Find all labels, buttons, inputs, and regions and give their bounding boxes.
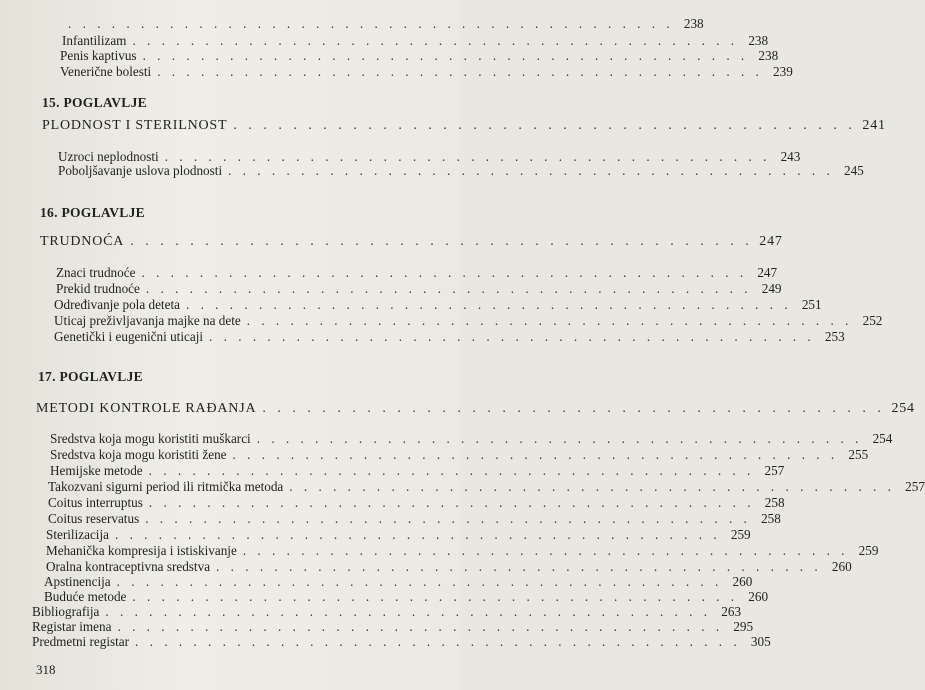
- chapter-title-entry: [36, 401, 915, 416]
- toc-entry-label: Penis kaptivus: [60, 48, 137, 63]
- toc-entry-label: Takozvani sigurni period ili ritmička metoda: [48, 479, 284, 494]
- chapter-title-page: 254: [891, 401, 915, 416]
- toc-entry-page: 257: [905, 479, 925, 494]
- toc-entry-page: 295: [733, 619, 754, 634]
- toc-entry-label: Znaci trudnoće: [56, 265, 136, 280]
- toc-leader-dots: . . . . . . . . . . . . . . . . . . . . . . . . . . . . . . . . . . . . . . . . . .: [216, 559, 822, 574]
- toc-leader-dots: . . . . . . . . . . . . . . . . . . . . . . . . . . . . . . . . . . . . . . . . . .: [117, 619, 724, 634]
- toc-entry-page: 260: [732, 574, 753, 589]
- toc-entry-label: Oralna kontraceptivna sredstva: [46, 559, 211, 574]
- toc-entry-page: 258: [761, 511, 781, 526]
- toc-leader-dots: . . . . . . . . . . . . . . . . . . . . . . . . . . . . . . . . . . . . . . . . . .: [105, 604, 712, 619]
- chapter-heading: 16. POGLAVLJE: [40, 205, 145, 220]
- toc-entry-label: Coitus reservatus: [48, 511, 140, 526]
- toc-leader-dots: . . . . . . . . . . . . . . . . . . . . . . . . . . . . . . . . . . . . . . . . . .: [145, 281, 752, 296]
- toc-leader-dots: . . . . . . . . . . . . . . . . . . . . . . . . . . . . . . . . . . . . . . . . . .: [132, 589, 739, 604]
- toc-entry-label: Bibliografija: [32, 604, 100, 619]
- toc-entry-page: 259: [730, 527, 751, 542]
- toc-entry: [50, 463, 785, 478]
- toc-entry-page: 243: [780, 149, 801, 164]
- toc-entry-page: 238: [683, 16, 704, 31]
- toc-entry-label: Genetički i eugenični uticaji: [54, 329, 204, 344]
- toc-entry-page: 305: [750, 634, 771, 649]
- toc-entry-label: Mehanička kompresija i istiskivanje: [46, 543, 237, 558]
- toc-entry: [54, 297, 822, 312]
- toc-leader-dots: . . . . . . . . . . . . . . . . . . . . . . . . . . . . . . . . . . . . . . . . . .: [68, 16, 674, 31]
- toc-leader-dots: . . . . . . . . . . . . . . . . . . . . . . . . . . . . . . . . . . . . . . . . . .: [256, 431, 863, 446]
- toc-leader-dots: . . . . . . . . . . . . . . . . . . . . . . . . . . . . . . . . . . . . . . . . . .: [145, 511, 751, 526]
- toc-entry-page: 259: [858, 543, 879, 558]
- toc-entry-back-matter: [32, 634, 771, 649]
- toc-leader-dots: . . . . . . . . . . . . . . . . . . . . . . . . . . . . . . . . . . . . . . . . . .: [262, 401, 885, 416]
- toc-leader-dots: . . . . . . . . . . . . . . . . . . . . . . . . . . . . . . . . . . . . . . . . . .: [130, 234, 753, 249]
- toc-entry-page: 260: [748, 589, 769, 604]
- toc-entry-label: Uticaj preživljavanja majke na dete: [54, 313, 241, 328]
- toc-entry-back-matter: [32, 619, 754, 634]
- toc-entry-back-matter: [32, 604, 742, 619]
- toc-leader-dots: . . . . . . . . . . . . . . . . . . . . . . . . . . . . . . . . . . . . . . . . . .: [185, 297, 792, 312]
- chapter-title-page: 241: [862, 118, 886, 133]
- toc-entry-label: Venerične bolesti: [60, 64, 152, 79]
- toc-leader-dots: . . . . . . . . . . . . . . . . . . . . . . . . . . . . . . . . . . . . . . . . . .: [228, 163, 834, 178]
- toc-entry: [46, 543, 879, 558]
- toc-entry: [50, 431, 893, 446]
- toc-entry-page: 257: [764, 463, 785, 478]
- toc-entry-label: Sterilizacija: [46, 527, 109, 542]
- toc-entry-label: Buduće metode: [44, 589, 127, 604]
- toc-leader-dots: . . . . . . . . . . . . . . . . . . . . . . . . . . . . . . . . . . . . . . . . . .: [246, 313, 853, 328]
- toc-leader-dots: . . . . . . . . . . . . . . . . . . . . . . . . . . . . . . . . . . . . . . . . . .: [116, 574, 723, 589]
- toc-entry-label: Prekid trudnoće: [56, 281, 140, 296]
- toc-leader-dots: . . . . . . . . . . . . . . . . . . . . . . . . . . . . . . . . . . . . . . . . . .: [148, 463, 755, 478]
- toc-entry-page: 247: [757, 265, 778, 280]
- chapter-title-entry: [40, 234, 783, 249]
- toc-entry-label: Predmetni registar: [32, 634, 130, 649]
- chapter-title-page: 247: [759, 234, 783, 249]
- toc-entry-page: 255: [848, 447, 869, 462]
- chapter-title: TRUDNOĆA: [40, 234, 125, 249]
- toc-entry: [48, 511, 781, 526]
- toc-entry-page: 252: [862, 313, 883, 328]
- toc-entry-label: Poboljšavanje uslova plodnosti: [58, 163, 223, 178]
- toc-entry: [44, 589, 769, 604]
- toc-leader-dots: . . . . . . . . . . . . . . . . . . . . . . . . . . . . . . . . . . . . . . . . . .: [135, 634, 741, 649]
- toc-leader-dots: . . . . . . . . . . . . . . . . . . . . . . . . . . . . . . . . . . . . . . . . . .: [114, 527, 721, 542]
- toc-entry-label: Uzroci neplodnosti: [58, 149, 159, 164]
- toc-leader-dots: . . . . . . . . . . . . . . . . . . . . . . . . . . . . . . . . . . . . . . . . . .: [289, 479, 895, 494]
- toc-leader-dots: . . . . . . . . . . . . . . . . . . . . . . . . . . . . . . . . . . . . . . . . . .: [132, 33, 739, 48]
- toc-entry: [48, 479, 925, 494]
- toc-entry: [62, 33, 769, 48]
- toc-leader-dots: . . . . . . . . . . . . . . . . . . . . . . . . . . . . . . . . . . . . . . . . . .: [148, 495, 755, 510]
- toc-entry-page: 254: [872, 431, 893, 446]
- toc-entry-label: Hemijske metode: [50, 463, 143, 478]
- toc-leader-dots: . . . . . . . . . . . . . . . . . . . . . . . . . . . . . . . . . . . . . . . . . .: [242, 543, 849, 558]
- toc-entry-label: Apstinencija: [44, 574, 111, 589]
- toc-leader-dots: . . . . . . . . . . . . . . . . . . . . . . . . . . . . . . . . . . . . . . . . . .: [157, 64, 763, 79]
- toc-entry-label: Coitus interruptus: [48, 495, 143, 510]
- toc-entry-page: 253: [824, 329, 845, 344]
- toc-entry: [56, 265, 778, 280]
- toc-leader-dots: . . . . . . . . . . . . . . . . . . . . . . . . . . . . . . . . . . . . . . . . . .: [142, 48, 749, 63]
- toc-leader-dots: . . . . . . . . . . . . . . . . . . . . . . . . . . . . . . . . . . . . . . . . . .: [164, 149, 771, 164]
- toc-entry: [60, 48, 779, 63]
- toc-entry: [50, 447, 869, 462]
- toc-entry-page: 249: [761, 281, 782, 296]
- chapter-title: PLODNOST I STERILNOST: [42, 118, 228, 133]
- toc-entry-page: 263: [721, 604, 742, 619]
- toc-leader-dots: . . . . . . . . . . . . . . . . . . . . . . . . . . . . . . . . . . . . . . . . . .: [141, 265, 748, 280]
- toc-entry-label: Infantilizam: [62, 33, 127, 48]
- toc-entry: [54, 313, 883, 328]
- toc-entry-page: 258: [764, 495, 785, 510]
- toc-entry: [58, 163, 864, 178]
- toc-entry-page: 238: [758, 48, 779, 63]
- toc-leader-dots: . . . . . . . . . . . . . . . . . . . . . . . . . . . . . . . . . . . . . . . . . .: [232, 447, 839, 462]
- toc-leader-dots: . . . . . . . . . . . . . . . . . . . . . . . . . . . . . . . . . . . . . . . . . .: [209, 329, 815, 344]
- toc-entry-page: 238: [748, 33, 769, 48]
- toc-entry-label: Registar imena: [32, 619, 112, 634]
- toc-entry: [56, 281, 782, 296]
- toc-entry: [54, 329, 845, 344]
- toc-entry: [48, 495, 785, 510]
- toc-entry: [60, 64, 793, 79]
- toc-entry-label: Sredstva koja mogu koristiti žene: [50, 447, 227, 462]
- toc-entry: [46, 559, 852, 574]
- toc-entry: [44, 574, 753, 589]
- toc-entry-page: 260: [831, 559, 852, 574]
- toc-entry-page: 239: [773, 64, 793, 79]
- toc-entry-label: Sredstva koja mogu koristiti muškarci: [50, 431, 251, 446]
- toc-entry-label: Određivanje pola deteta: [54, 297, 180, 312]
- toc-entry-page: 251: [801, 297, 822, 312]
- chapter-heading: 17. POGLAVLJE: [38, 369, 143, 384]
- toc-entry: [58, 149, 801, 164]
- chapter-heading: 15. POGLAVLJE: [42, 95, 147, 110]
- chapter-title-entry: [42, 118, 886, 133]
- toc-entry-page: 245: [843, 163, 864, 178]
- toc-entry-continued: [62, 16, 704, 31]
- page-number: 318: [36, 662, 56, 677]
- toc-leader-dots: . . . . . . . . . . . . . . . . . . . . . . . . . . . . . . . . . . . . . . . . . .: [233, 118, 856, 133]
- chapter-title: METODI KONTROLE RAĐANJA: [36, 401, 257, 416]
- toc-entry: [46, 527, 751, 542]
